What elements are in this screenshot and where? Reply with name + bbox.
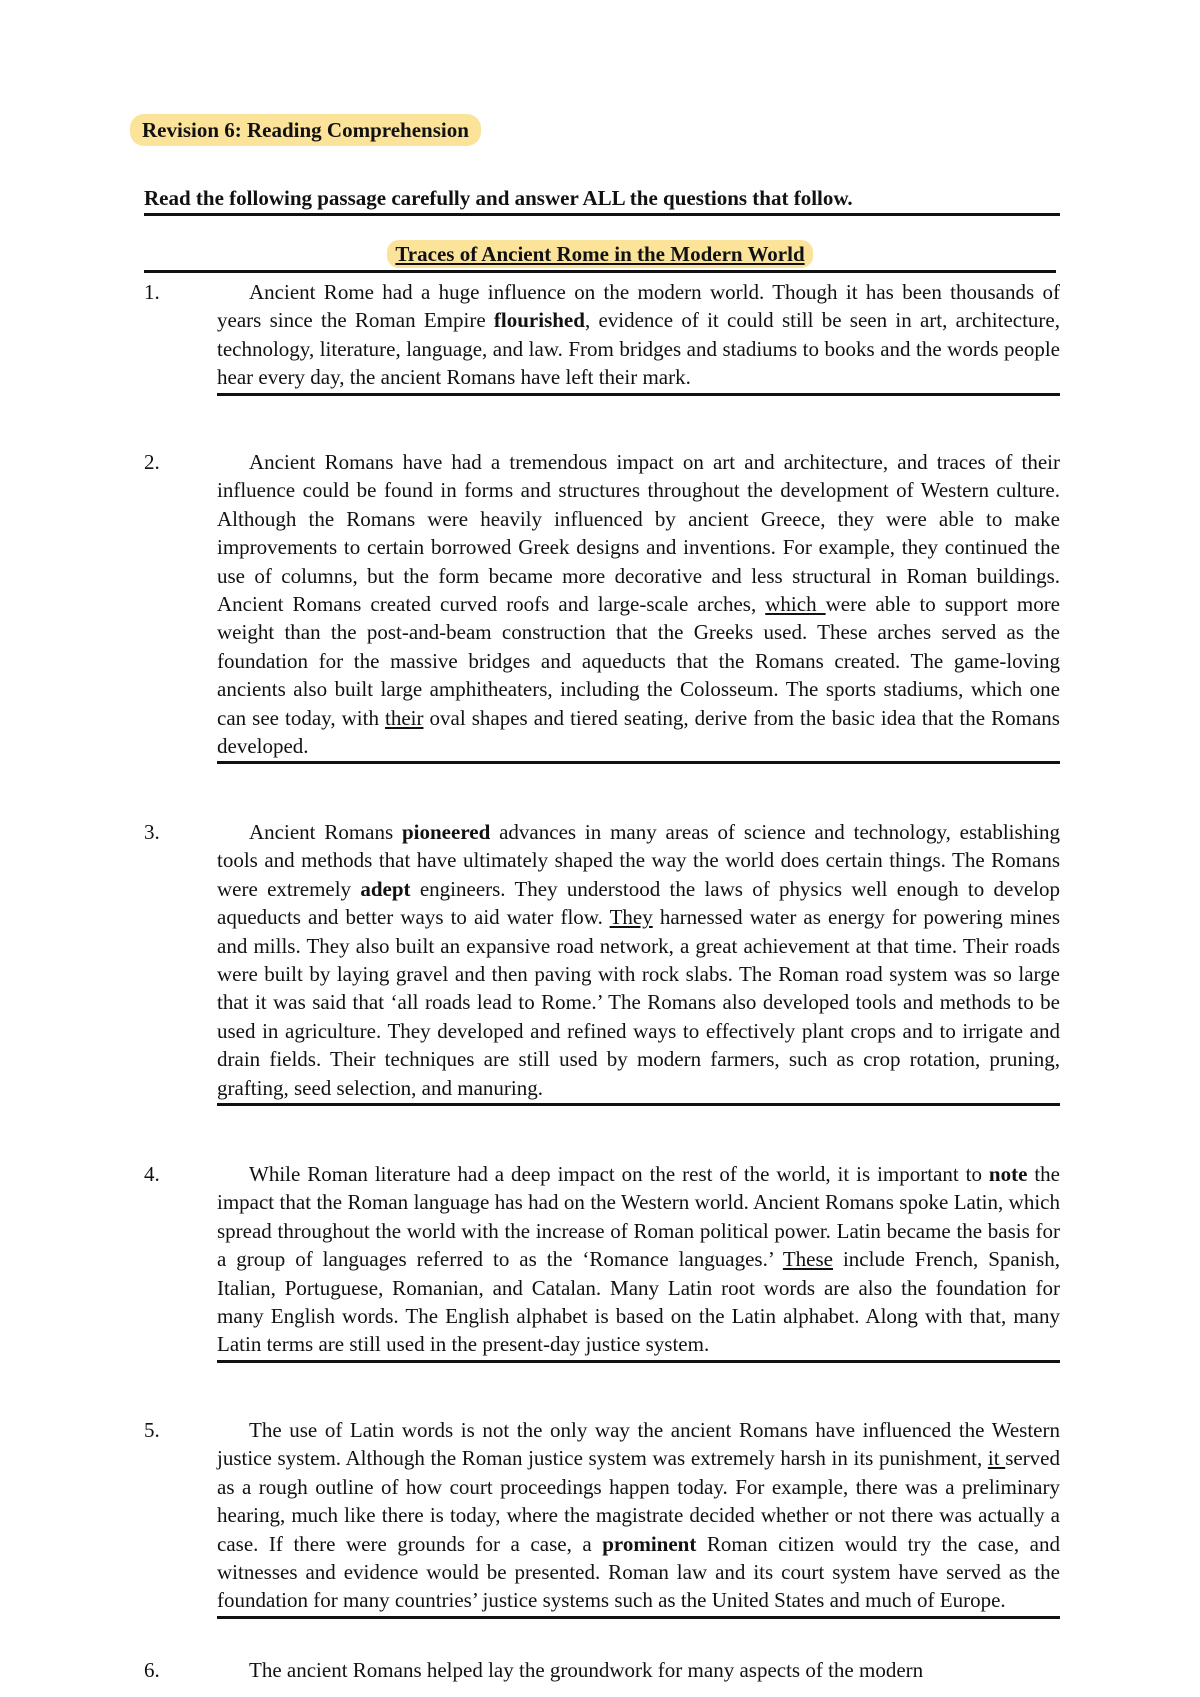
paragraph-5	[144, 1416, 1060, 1619]
text-run: were able to support more weight than the post-and-beam construction that the Greeks used. These arches served as the foundation for the massive bridges and aqueducts that the Romans created. The game-loving ancients also built large amphitheaters, including the Colosseum. The sports stadiums, which one can see today, with	[217, 592, 1061, 730]
paragraph-3	[144, 818, 1060, 1106]
paragraph-6	[144, 1656, 1060, 1685]
bold-word: flourished	[493, 308, 585, 333]
paragraph-4	[144, 1160, 1060, 1363]
text-run: While Roman literature had a deep impact on the rest of the world, it is important to	[249, 1162, 989, 1186]
text-run: Ancient Rome had a huge influence on the modern world. Though it has been thousands of years since the Roman Empire	[217, 280, 1060, 333]
paragraph-number: 5.	[144, 1418, 160, 1442]
text-run: harnessed water as energy for powering mines and mills. They also built an expansive road network, a great achievement at that time. Their roads were built by laying gravel and then paving with rock slabs. The Roman road system was so large that it was said that ‘all roads lead to Rome.’ The Romans also developed tools and methods to be used in agriculture. They developed and refined ways to effectively plant crops and to irrigate and drain fields. Their techniques are still used by modern farmers, such as crop rotation, pruning, grafting, seed selection, and manuring.	[217, 905, 1060, 1100]
paragraph-text	[217, 1416, 1060, 1619]
text-run: include French, Spanish, Italian, Portuguese, Romanian, and Catalan. Many Latin root words are also the foundation for many English words. The English alphabet is based on the Latin alphabet. Along with that, many Latin terms are still used in the present-day justice system.	[217, 1247, 1061, 1357]
paragraph-number: 2.	[144, 450, 160, 474]
paragraph-1	[144, 278, 1060, 396]
paragraph-text	[217, 818, 1060, 1106]
text-run: engineers. They understood the laws of physics well enough to develop aqueducts and better ways to aid water flow.	[217, 876, 1061, 930]
text-run: oval shapes and tiered seating, derive from the basic idea that the Romans developed.	[217, 705, 1060, 759]
text-run: Ancient Romans have had a tremendous impact on art and architecture, and traces of their influence could be found in forms and structures throughout the development of Western culture. Although the Romans were heavily influenced by ancient Greece, they were able to make improvements to certain borrowed Greek designs and inventions. For example, they continued the use of columns, but the form became more decorative and less structural in Roman buildings. Ancient Romans created curved roofs and large-scale arches,	[217, 450, 1060, 617]
instruction-text: Read the following passage carefully and answer ALL the questions that follow.	[144, 185, 1060, 216]
text-run: , evidence of it could still be seen in art, architecture, technology, literature, language, and law. From bridges and stadiums to books and the words people hear every day, the ancient Romans have left their mark.	[217, 308, 1060, 390]
text-run: Ancient Romans	[249, 820, 402, 844]
bold-word: note	[988, 1162, 1028, 1186]
underlined-word: They	[609, 905, 653, 930]
paragraph-2	[144, 448, 1060, 764]
paragraph-text	[217, 1656, 1060, 1685]
paragraph-text	[217, 448, 1060, 764]
paragraph-number: 3.	[144, 820, 160, 844]
paragraph-text	[217, 1160, 1060, 1363]
text-run: The use of Latin words is not the only way the ancient Romans have influenced the Western justice system. Although the Roman justice system was extremely harsh in its punishment,	[217, 1418, 1060, 1471]
underlined-word: it	[987, 1446, 1006, 1471]
underlined-word: their	[384, 705, 424, 730]
bold-word: pioneered	[401, 820, 491, 844]
text-run: The ancient Romans helped lay the groundwork for many aspects of the modern	[249, 1658, 924, 1682]
text-run: served as a rough outline of how court proceedings happen today. For example, there was a preliminary hearing, much like there is today, where the magistrate decided whether or not there was actually a case. If there were grounds for a case, a	[217, 1446, 1060, 1556]
passage-title: Traces of Ancient Rome in the Modern World	[387, 240, 812, 268]
passage-title-row	[144, 240, 1056, 273]
revision-heading: Revision 6: Reading Comprehension	[130, 114, 481, 146]
text-run: the impact that the Roman language has had on the Western world. Ancient Romans spoke Latin, which spread throughout the world with the increase of Roman political power. Latin became the basis for a group of languages referred to as the ‘Romance languages.’	[217, 1162, 1061, 1272]
text-run: advances in many areas of science and technology, establishing tools and methods that have ultimately shaped the way the world does certain things. The Romans were extremely	[217, 820, 1060, 901]
bold-word: prominent	[602, 1531, 697, 1556]
text-run: Roman citizen would try the case, and witnesses and evidence would be presented. Roman law and its court system have served as the foundation for many countries’ justice systems such as the United States and much of Europe.	[217, 1531, 1060, 1613]
paragraph-number: 4.	[144, 1162, 160, 1186]
underlined-word: which	[765, 592, 826, 617]
paragraph-number: 1.	[144, 280, 160, 304]
paragraph-number: 6.	[144, 1658, 160, 1682]
underlined-word: These	[782, 1247, 833, 1272]
paragraph-text	[217, 278, 1060, 396]
bold-word: adept	[360, 876, 411, 901]
